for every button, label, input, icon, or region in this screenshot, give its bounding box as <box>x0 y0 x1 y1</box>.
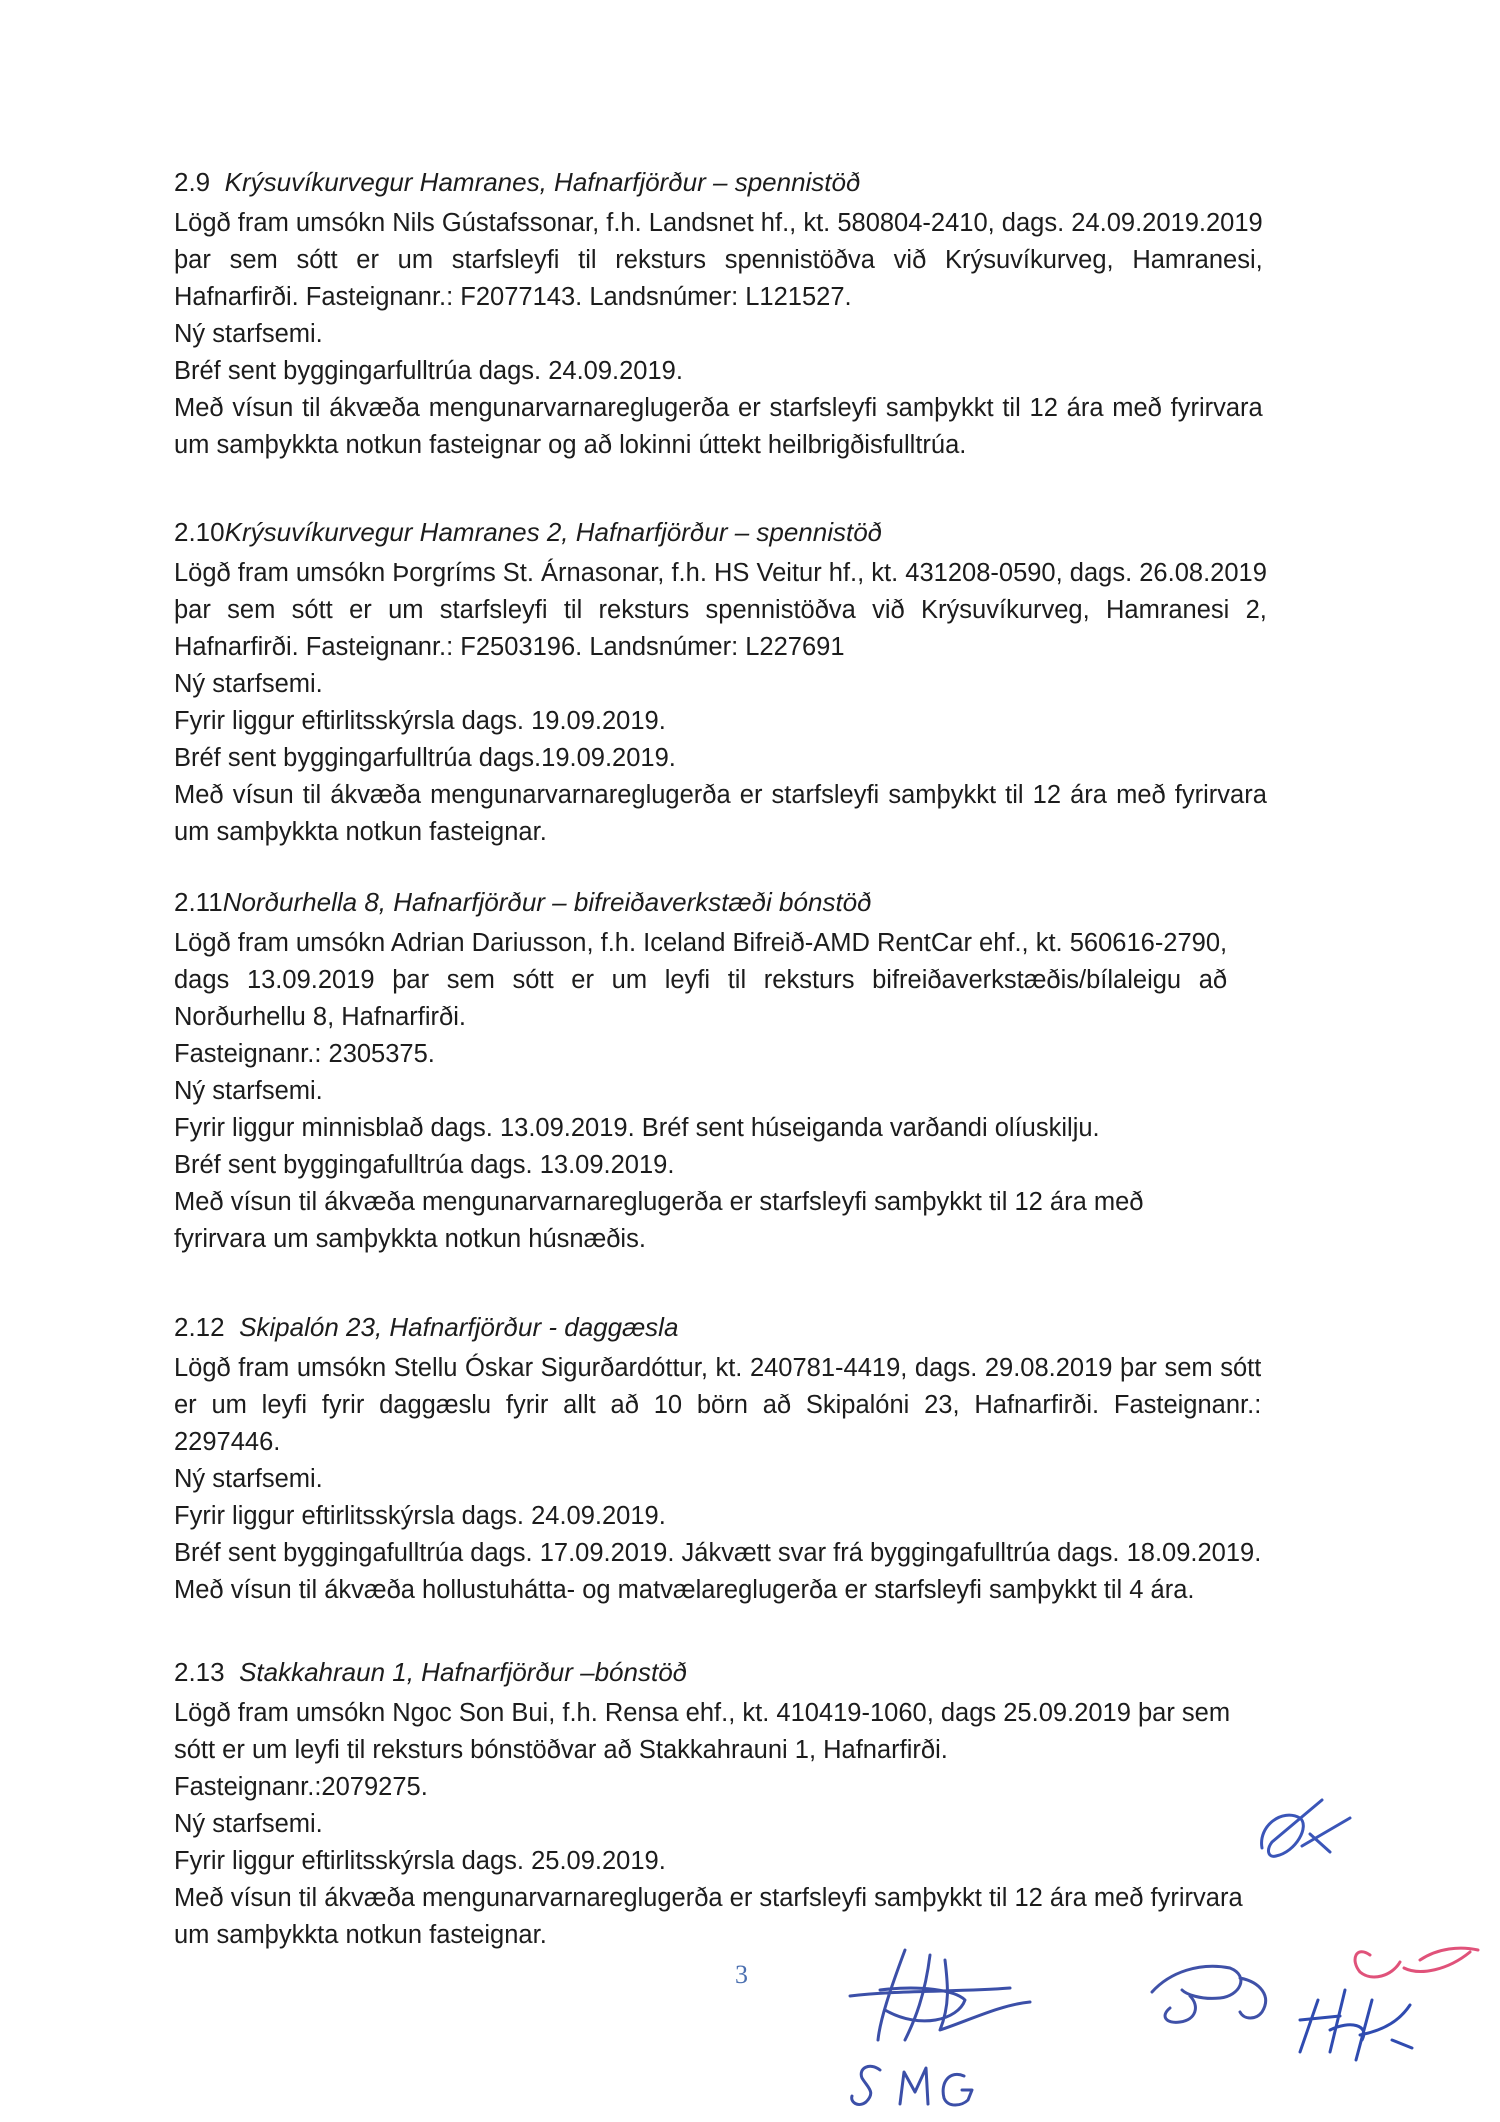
section-heading <box>174 164 1263 201</box>
section-line: Fyrir liggur eftirlitsskýrsla dags. 24.09.2019. <box>174 1502 666 1530</box>
section-line: Norðurhellu 8, Hafnarfirði. <box>174 1003 466 1031</box>
section-line: dags 13.09.2019 þar sem sótt er um leyfi til reksturs bifreiðaverkstæðis/bílaleigu að <box>174 966 1228 994</box>
section-line: Ný starfsemi. <box>174 1077 323 1105</box>
section-title: Krýsuvíkurvegur Hamranes, Hafnarfjörður – spennistöð <box>224 167 861 197</box>
section-line: Ný starfsemi. <box>174 1465 323 1493</box>
section-line: Bréf sent byggingarfulltrúa dags. 24.09.2019. <box>174 357 683 385</box>
section-line: sótt er um leyfi til reksturs bónstöðvar að Stakkahrauni 1, Hafnarfirði. <box>174 1736 948 1764</box>
section-title: Norðurhella 8, Hafnarfjörður – bifreiðaverkstæði bónstöð <box>222 887 872 917</box>
section-line: Lögð fram umsókn Þorgríms St. Árnasonar, f.h. HS Veitur hf., kt. 431208-0590, dags. 26.08.2019 <box>174 559 1267 587</box>
signature-middle-icon <box>1152 1966 1266 2022</box>
section-line: Með vísun til ákvæða mengunarvarnareglugerða er starfsleyfi samþykkt til 12 ára með <box>174 1188 1144 1216</box>
section-line: Með vísun til ákvæða hollustuhátta- og matvælareglugerða er starfsleyfi samþykkt til 4 ára. <box>174 1576 1195 1604</box>
section-number: 2.10 <box>174 517 225 547</box>
signature-initial-icon <box>1262 1800 1350 1856</box>
section-line: Ný starfsemi. <box>174 320 323 348</box>
section-2-10 <box>174 514 1267 851</box>
section-line: Fasteignanr.: 2305375. <box>174 1040 435 1068</box>
section-line: 2297446. <box>174 1428 281 1456</box>
section-heading <box>174 514 1267 551</box>
page-number: 3 <box>735 1960 748 1989</box>
section-line: Lögð fram umsókn Stellu Óskar Sigurðardóttur, kt. 240781-4419, dags. 29.08.2019 þar sem sótt <box>174 1354 1262 1382</box>
section-title: Skipalón 23, Hafnarfjörður - daggæsla <box>239 1312 679 1342</box>
section-heading <box>174 884 1227 921</box>
section-line: Bréf sent byggingarfulltrúa dags.19.09.2019. <box>174 744 676 772</box>
section-number: 2.9 <box>174 167 211 197</box>
section-line: Bréf sent byggingafulltrúa dags. 13.09.2019. <box>174 1151 675 1179</box>
section-line: Lögð fram umsókn Nils Gústafssonar, f.h. Landsnet hf., kt. 580804-2410, dags. 24.09.2019.2019 <box>174 209 1263 237</box>
section-line: um samþykkta notkun fasteignar. <box>174 1921 547 1949</box>
section-line: Lögð fram umsókn Adrian Dariusson, f.h. Iceland Bifreið-AMD RentCar ehf., kt. 560616-2790, <box>174 929 1228 957</box>
section-line: Fasteignanr.:2079275. <box>174 1773 428 1801</box>
section-line: þar sem sótt er um starfsleyfi til reksturs spennistöðva við Krýsuvíkurveg, Hamranesi 2, <box>174 596 1267 624</box>
section-number: 2.11 <box>174 887 223 917</box>
section-heading <box>174 1654 1243 1691</box>
section-line: Ný starfsemi. <box>174 670 323 698</box>
section-line: Hafnarfirði. Fasteignanr.: F2503196. Landsnúmer: L227691 <box>174 633 845 661</box>
signature-scribble-icon <box>850 1950 1030 2040</box>
signature-right-icon <box>1300 1990 1412 2060</box>
section-2-9 <box>174 164 1263 464</box>
section-line: Með vísun til ákvæða mengunarvarnareglugerða er starfsleyfi samþykkt til 12 ára með fyrirvara <box>174 394 1263 422</box>
signature-smg-icon <box>852 2066 972 2105</box>
section-line: Með vísun til ákvæða mengunarvarnareglugerða er starfsleyfi samþykkt til 12 ára með fyrirvara <box>174 1884 1243 1912</box>
section-title: Stakkahraun 1, Hafnarfjörður –bónstöð <box>239 1657 688 1687</box>
section-line: þar sem sótt er um starfsleyfi til reksturs spennistöðva við Krýsuvíkurveg, Hamranesi, <box>174 246 1263 274</box>
section-line: Fyrir liggur eftirlitsskýrsla dags. 19.09.2019. <box>174 707 666 735</box>
section-line: Fyrir liggur eftirlitsskýrsla dags. 25.09.2019. <box>174 1847 666 1875</box>
section-heading <box>174 1309 1261 1346</box>
section-2-12 <box>174 1309 1261 1609</box>
section-line: Hafnarfirði. Fasteignanr.: F2077143. Landsnúmer: L121527. <box>174 283 852 311</box>
section-line: um samþykkta notkun fasteignar. <box>174 818 547 846</box>
section-line: Lögð fram umsókn Ngoc Son Bui, f.h. Rensa ehf., kt. 410419-1060, dags 25.09.2019 þar sem <box>174 1699 1231 1727</box>
section-line: fyrirvara um samþykkta notkun húsnæðis. <box>174 1225 646 1253</box>
section-number: 2.12 <box>174 1312 225 1342</box>
section-2-13 <box>174 1654 1243 1954</box>
section-line: Fyrir liggur minnisblað dags. 13.09.2019. Bréf sent húseiganda varðandi olíuskilju. <box>174 1114 1100 1142</box>
section-line: Ný starfsemi. <box>174 1810 323 1838</box>
signature-red-icon <box>1355 1948 1478 1977</box>
section-title: Krýsuvíkurvegur Hamranes 2, Hafnarfjörður – spennistöð <box>224 517 883 547</box>
section-line: Bréf sent byggingafulltrúa dags. 17.09.2019. Jákvætt svar frá byggingafulltrúa dags. 18.09.2019. <box>174 1539 1262 1567</box>
section-number: 2.13 <box>174 1657 225 1687</box>
section-line: Með vísun til ákvæða mengunarvarnareglugerða er starfsleyfi samþykkt til 12 ára með fyrirvara <box>174 781 1267 809</box>
section-line: um samþykkta notkun fasteignar og að lokinni úttekt heilbrigðisfulltrúa. <box>174 431 967 459</box>
section-2-11 <box>174 884 1227 1258</box>
section-line: er um leyfi fyrir daggæslu fyrir allt að 10 börn að Skipalóni 23, Hafnarfirði. Fasteignanr.: <box>174 1391 1262 1419</box>
